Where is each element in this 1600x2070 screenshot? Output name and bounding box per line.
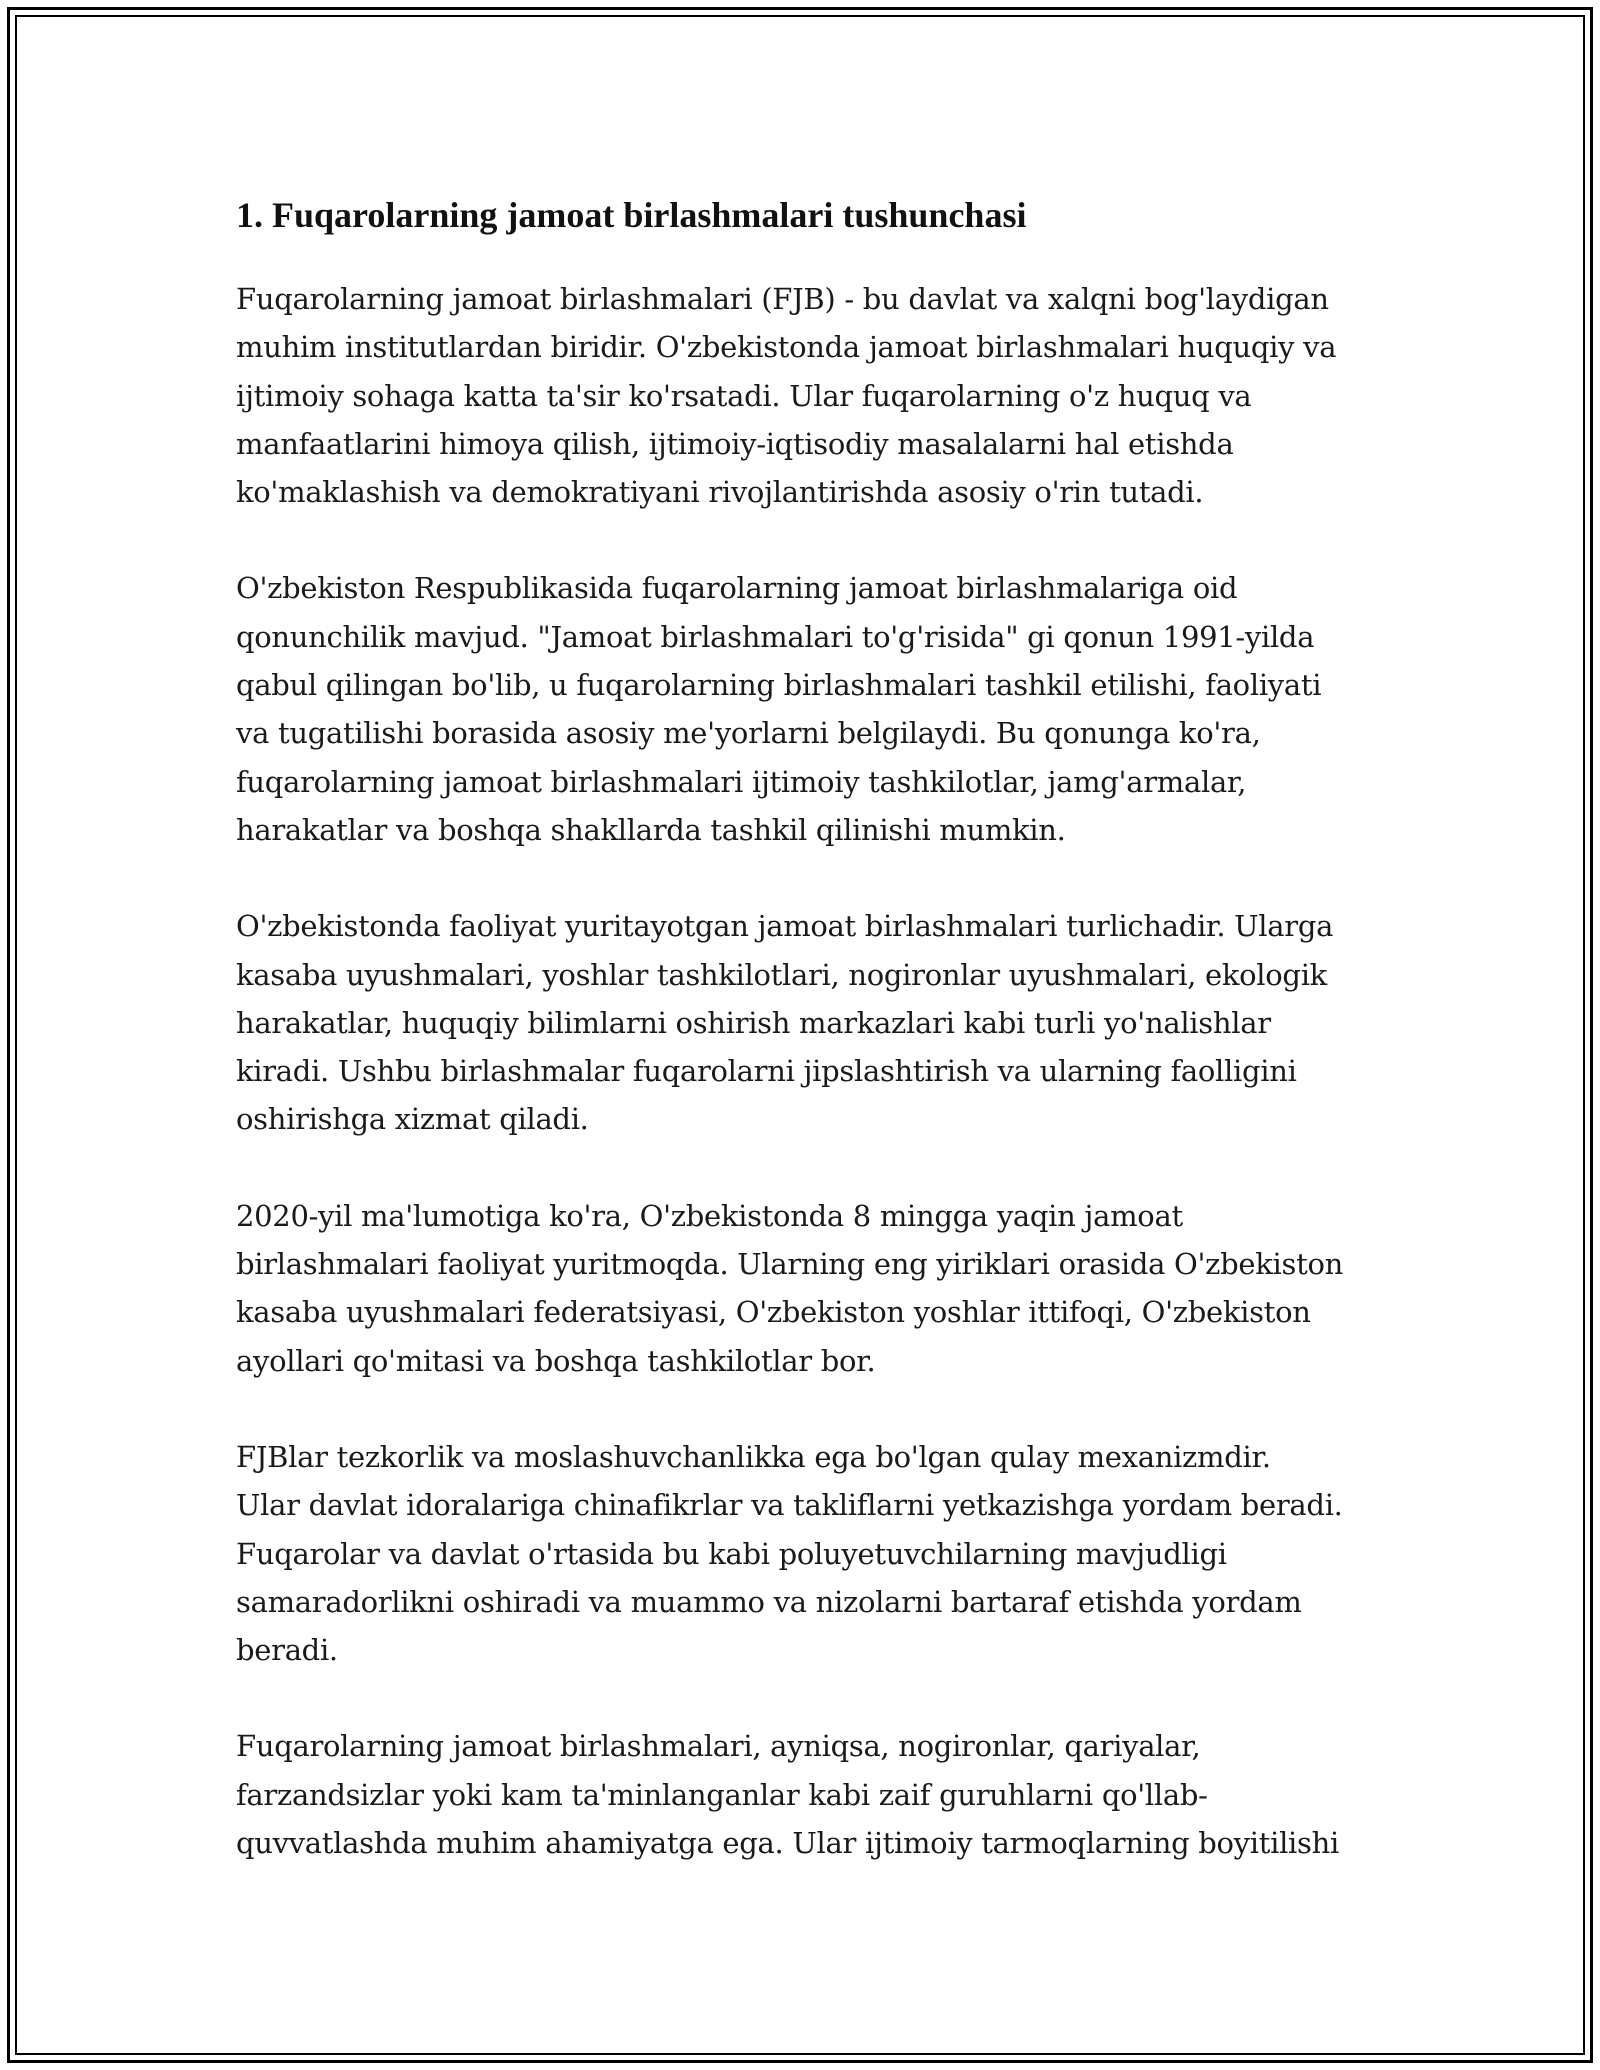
text-line: Fuqarolar va davlat o'rtasida bu kabi poluyetuvchilarning mavjudligi — [236, 1536, 1227, 1571]
text-line: 2020-yil ma'lumotiga ko'ra, O'zbekistonda 8 mingga yaqin jamoat — [236, 1198, 1183, 1233]
text-line: va tugatilishi borasida asosiy me'yorlarni belgilaydi. Bu qonunga ko'ra, — [236, 716, 1261, 751]
text-line: manfaatlarini himoya qilish, ijtimoiy-iqtisodiy masalalarni hal etishda — [236, 426, 1234, 461]
text-line: qonunchilik mavjud. "Jamoat birlashmalari to'g'risida" gi qonun 1991-yilda — [236, 619, 1315, 654]
text-line: kasaba uyushmalari federatsiyasi, O'zbekiston yoshlar ittifoqi, O'zbekiston — [236, 1295, 1311, 1330]
text-line: O'zbekiston Respublikasida fuqarolarning jamoat birlashmalariga oid — [236, 571, 1238, 606]
text-line: qabul qilingan bo'lib, u fuqarolarning birlashmalari tashkil etilishi, faoliyati — [236, 668, 1322, 703]
text-line: farzandsizlar yoki kam ta'minlanganlar kabi zaif guruhlarni qo'llab- — [236, 1777, 1208, 1812]
text-line: ijtimoiy sohaga katta ta'sir ko'rsatadi. Ular fuqarolarning o'z huquq va — [236, 378, 1252, 413]
text-line: birlashmalari faoliyat yuritmoqda. Ularning eng yiriklari orasida O'zbekiston — [236, 1247, 1343, 1282]
text-line: O'zbekistonda faoliyat yuritayotgan jamoat birlashmalari turlichadir. Ularga — [236, 909, 1334, 944]
paragraph — [236, 564, 1376, 854]
paragraph — [236, 902, 1376, 1143]
paragraph — [236, 275, 1376, 516]
text-line: harakatlar, huquqiy bilimlarni oshirish markazlari kabi turli yo'nalishlar — [236, 1005, 1271, 1040]
text-line: Fuqarolarning jamoat birlashmalari (FJB) - bu davlat va xalqni bog'laydigan — [236, 282, 1329, 316]
text-line: harakatlar va boshqa shakllarda tashkil qilinishi mumkin. — [236, 812, 1066, 847]
paragraph — [236, 1722, 1376, 1867]
text-line: kiradi. Ushbu birlashmalar fuqarolarni jipslashtirish va ularning faolligini — [236, 1054, 1297, 1089]
section-heading: 1. Fuqarolarning jamoat birlashmalari tushunchasi — [236, 195, 1027, 235]
text-line: oshirishga xizmat qiladi. — [236, 1102, 589, 1137]
text-line: muhim institutlardan biridir. O'zbekistonda jamoat birlashmalari huquqiy va — [236, 330, 1337, 365]
text-line: ayollari qo'mitasi va boshqa tashkilotlar bor. — [236, 1343, 876, 1378]
text-line: kasaba uyushmalari, yoshlar tashkilotlari, nogironlar uyushmalari, ekologik — [236, 957, 1327, 992]
text-line: samaradorlikni oshiradi va muammo va nizolarni bartaraf etishda yordam — [236, 1584, 1302, 1619]
text-line: Fuqarolarning jamoat birlashmalari, ayniqsa, nogironlar, qariyalar, — [236, 1729, 1201, 1764]
text-line: FJBlar tezkorlik va moslashuvchanlikka ega bo'lgan qulay mexanizmdir. — [236, 1439, 1271, 1474]
text-line: beradi. — [236, 1633, 338, 1668]
text-line: fuqarolarning jamoat birlashmalari ijtimoiy tashkilotlar, jamg'armalar, — [236, 764, 1247, 799]
document-body — [236, 185, 1376, 1915]
paragraph — [236, 1433, 1376, 1674]
text-line: Ular davlat idoralariga chinafikrlar va takliflarni yetkazishga yordam beradi. — [236, 1488, 1343, 1523]
paragraph — [236, 1192, 1376, 1385]
text-line: ko'maklashish va demokratiyani rivojlantirishda asosiy o'rin tutadi. — [236, 475, 1204, 510]
text-line: quvvatlashda muhim ahamiyatga ega. Ular ijtimoiy tarmoqlarning boyitilishi — [236, 1826, 1339, 1861]
